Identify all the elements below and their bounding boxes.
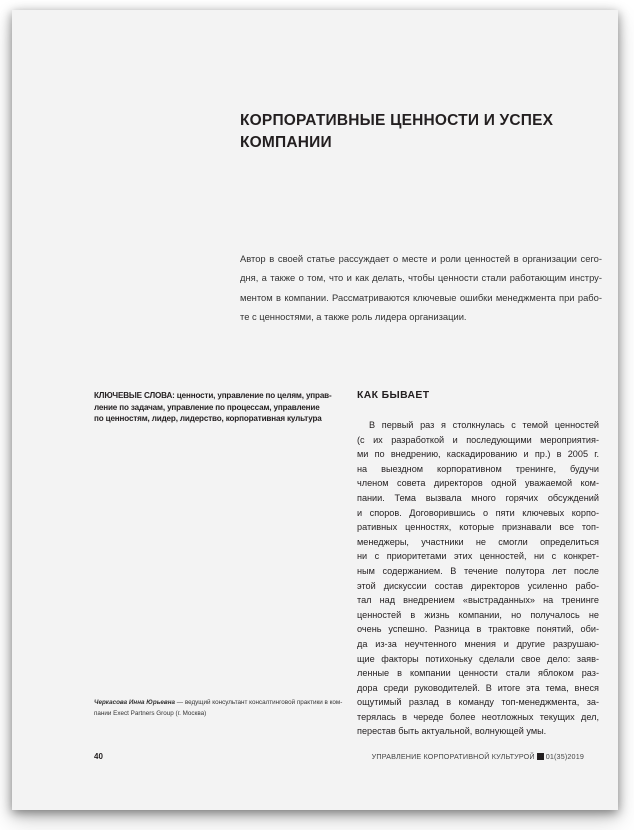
author-line [94, 697, 343, 708]
title-line: КОМПАНИИ [240, 134, 332, 151]
keywords-line: ление по задачам, управление по процессам, управление [94, 402, 320, 412]
body-line: тал над внедрением «выстраданных» на тренинге [357, 595, 599, 606]
author-note [94, 697, 343, 719]
journal-name: УПРАВЛЕНИЕ КОРПОРАТИВНОЙ КУЛЬТУРОЙ [371, 752, 535, 761]
abstract-line: те с ценностями, а также роль лидера организации. [240, 310, 467, 322]
abstract-line: ментом в компании. Рассматриваются ключевые ошибки менеджмента при рабо- [240, 291, 602, 303]
page-number: 40 [94, 752, 103, 761]
body-line: пании. Тема вызвала много горячих обсуждений [357, 492, 599, 503]
square-separator-icon [537, 753, 544, 760]
body-line: очень успешно. Разница в трактовке понятий, оби- [357, 624, 599, 635]
abstract-line: Автор в своей статье рассуждает о месте и роли ценностей в организации сего- [240, 253, 602, 264]
journal-issue: 01(35)2019 [545, 752, 584, 761]
body-line: (с их разработкой и последующими мероприятия- [357, 434, 599, 445]
body-line: В первый раз я столкнулась с темой ценностей [369, 420, 599, 430]
body-line: членом совета директоров одной уважаемой ком- [357, 478, 599, 489]
abstract-line: дня, а также о том, что и как делать, чтобы ценности стали работающим инстру- [240, 272, 602, 284]
body-line: ративных ценностях, которые признавали все топ- [357, 522, 599, 533]
body-line: дора среди руководителей. В итоге эта тема, внеся [357, 682, 599, 693]
body-line: ми по внедрению, каскадированию и пр.) в 2005 г. [357, 449, 599, 460]
keywords-line: по ценностям, лидер, лидерство, корпоративная культура [94, 414, 322, 424]
body-line: ни с приоритетами этих ценностей, ни с конкрет- [357, 551, 599, 562]
article-title [240, 110, 600, 154]
keywords-block [94, 390, 332, 425]
keywords-line: КЛЮЧЕВЫЕ СЛОВА: ценности, управление по целям, управ- [94, 391, 332, 400]
body-line: ленные в компании ценности стали яблоком раз- [357, 668, 599, 679]
body-line: щие факторы потихоньку сделали свое дело: заяв- [357, 653, 599, 664]
title-line: КОРПОРАТИВНЫЕ ЦЕННОСТИ И УСПЕХ [240, 112, 554, 129]
body-line: ным содержанием. В течение полутора лет после [357, 565, 599, 576]
author-description: — ведущий консультант консалтинговой практики в ком- [175, 699, 343, 706]
article-abstract [240, 249, 602, 326]
body-line: перестав быть актуальной, волнующей умы. [357, 726, 547, 737]
section-heading: КАК БЫВАЕТ [357, 390, 430, 401]
author-line: пании Exect Partners Group (г. Москва) [94, 710, 207, 717]
body-line: на выездном корпоративном тренинге, будучи [357, 463, 599, 474]
body-line: да из-за неучтенного мнения и другие разрушаю- [357, 638, 599, 649]
article-body [357, 418, 599, 739]
body-line: ощутимый разлад в команду топ-менеджмента, за- [357, 697, 599, 708]
body-line: менеджеры, участники не смогли определиться [357, 536, 599, 547]
body-line: этой дискуссии состав директоров усиленно рабо- [357, 580, 599, 591]
author-name: Черкасова Инна Юрьевна [94, 699, 176, 706]
body-line: и споров. Договорившись о пяти ключевых корпо- [357, 507, 599, 518]
journal-footer [372, 752, 584, 761]
journal-page [12, 10, 618, 810]
body-line: ценностей в жизнь компании, но получалось не [357, 609, 599, 620]
body-line: терялась в череде более неотложных текущих дел, [357, 711, 599, 722]
